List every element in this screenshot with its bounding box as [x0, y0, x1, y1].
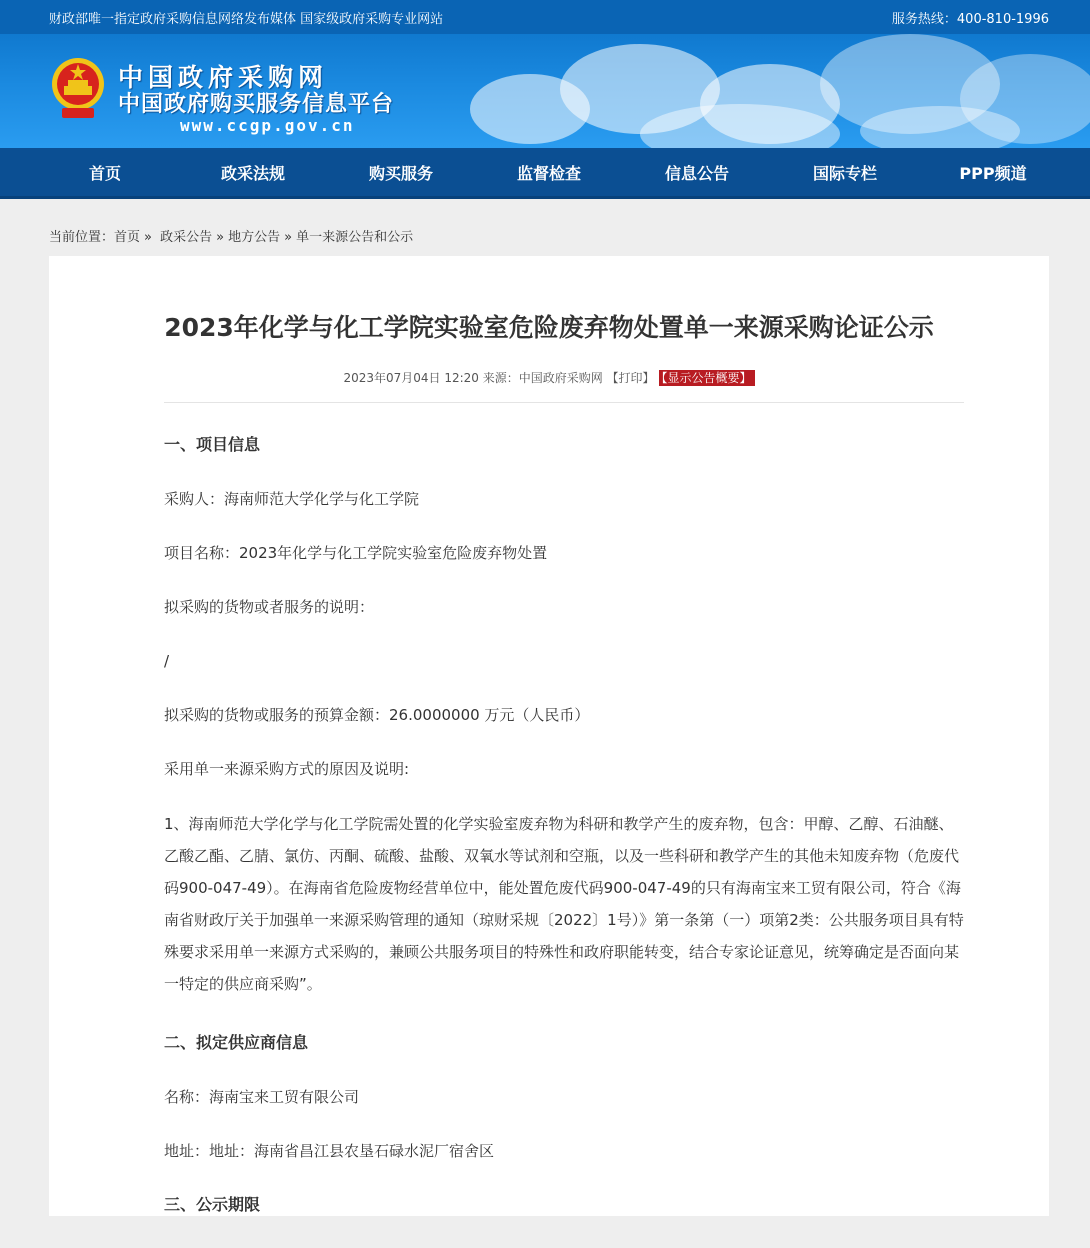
divider — [164, 402, 964, 403]
nav-regulations[interactable]: 政采法规 — [220, 163, 285, 183]
breadcrumb-home[interactable]: 首页 — [114, 230, 141, 245]
breadcrumb-procurement-notices[interactable]: 政采公告 — [160, 230, 213, 245]
goods-description-label: 拟采购的货物或者服务的说明： — [164, 598, 375, 616]
breadcrumb-single-source[interactable]: 单一来源公告和公示 — [296, 230, 414, 245]
show-summary-button[interactable]: 【显示公告概要】 — [659, 370, 755, 386]
goods-description: / — [164, 652, 170, 670]
article-title: 2023年化学与化工学院实验室危险废弃物处置单一来源采购论证公示 — [164, 313, 934, 342]
breadcrumb-sep: » — [284, 230, 293, 245]
national-emblem-icon — [50, 56, 106, 120]
supplier-address: 地址：地址：海南省昌江县农垦石碌水泥厂宿舍区 — [164, 1142, 495, 1160]
reason-text: 1、海南师范大学化学与化工学院需处置的化学实验室废弃物为科研和教学产生的废弃物，包含：甲醇、乙醇、石油醚、乙酸乙酯、乙腈、氯仿、丙酮、硫酸、盐酸、双氧水等试剂和空瓶，以及一些科研和教学产生的其他未知废弃物（危废代码900-047-49）。在海南省危险废物经营单位中，能处置危废代码900-047-49的只有海南宝来工贸有限公司，符合《海南省财政厅关于加强单一来源采购管理的通知（琼财采规〔2022〕1号）》第一条第（一）项第2类：公共服务项目具有特殊要求采用单一来源方式采购的，兼顾公共服务项目的特殊性和政府职能转变，结合专家论证意见，统筹确定是否面向某一特定的供应商采购”。 — [164, 815, 964, 993]
section-heading: 二、拟定供应商信息 — [164, 1033, 309, 1052]
budget-amount: 拟采购的货物或服务的预算金额：26.0000000 万元（人民币） — [164, 706, 590, 724]
nav-international[interactable]: 国际专栏 — [812, 163, 877, 183]
purchaser: 采购人：海南师范大学化学与化工学院 — [164, 490, 420, 508]
section-heading: 一、项目信息 — [164, 435, 261, 454]
main-nav — [0, 148, 1090, 199]
project-name: 项目名称：2023年化学与化工学院实验室危险废弃物处置 — [164, 544, 548, 562]
breadcrumb-local-notices[interactable]: 地方公告 — [228, 230, 281, 245]
nav-announcements[interactable]: 信息公告 — [664, 163, 729, 183]
nav-supervision[interactable]: 监督检查 — [516, 163, 581, 183]
breadcrumb-sep: » — [144, 230, 152, 245]
nav-purchase-services[interactable]: 购买服务 — [368, 163, 433, 183]
nav-ppp[interactable]: PPP频道 — [959, 163, 1027, 183]
breadcrumb-prefix: 当前位置： — [49, 230, 115, 245]
article-date-source: 2023年07月04日 12:20 来源：中国政府采购网 【打印】 — [343, 371, 655, 385]
site-url: www.ccgp.gov.cn — [180, 116, 355, 135]
section-heading: 三、公示期限 — [164, 1195, 261, 1214]
article-body — [164, 434, 964, 1248]
header-banner — [0, 34, 1090, 148]
breadcrumb — [0, 199, 1090, 259]
site-name: 中国政府采购网 — [118, 63, 329, 92]
nav-home[interactable]: 首页 — [88, 163, 121, 183]
site-subtitle: 中国政府购买服务信息平台 — [118, 92, 395, 117]
reason-label: 采用单一来源采购方式的原因及说明: — [164, 760, 410, 778]
article-card — [49, 256, 1049, 1216]
top-bar-slogan: 财政部唯一指定政府采购信息网络发布媒体 国家级政府采购专业网站 — [49, 11, 444, 27]
article-meta — [49, 369, 1049, 386]
supplier-name: 名称：海南宝来工贸有限公司 — [164, 1088, 360, 1106]
service-hotline: 服务热线：400-810-1996 — [891, 11, 1049, 27]
top-bar — [0, 0, 1090, 34]
breadcrumb-sep: » — [216, 230, 225, 245]
